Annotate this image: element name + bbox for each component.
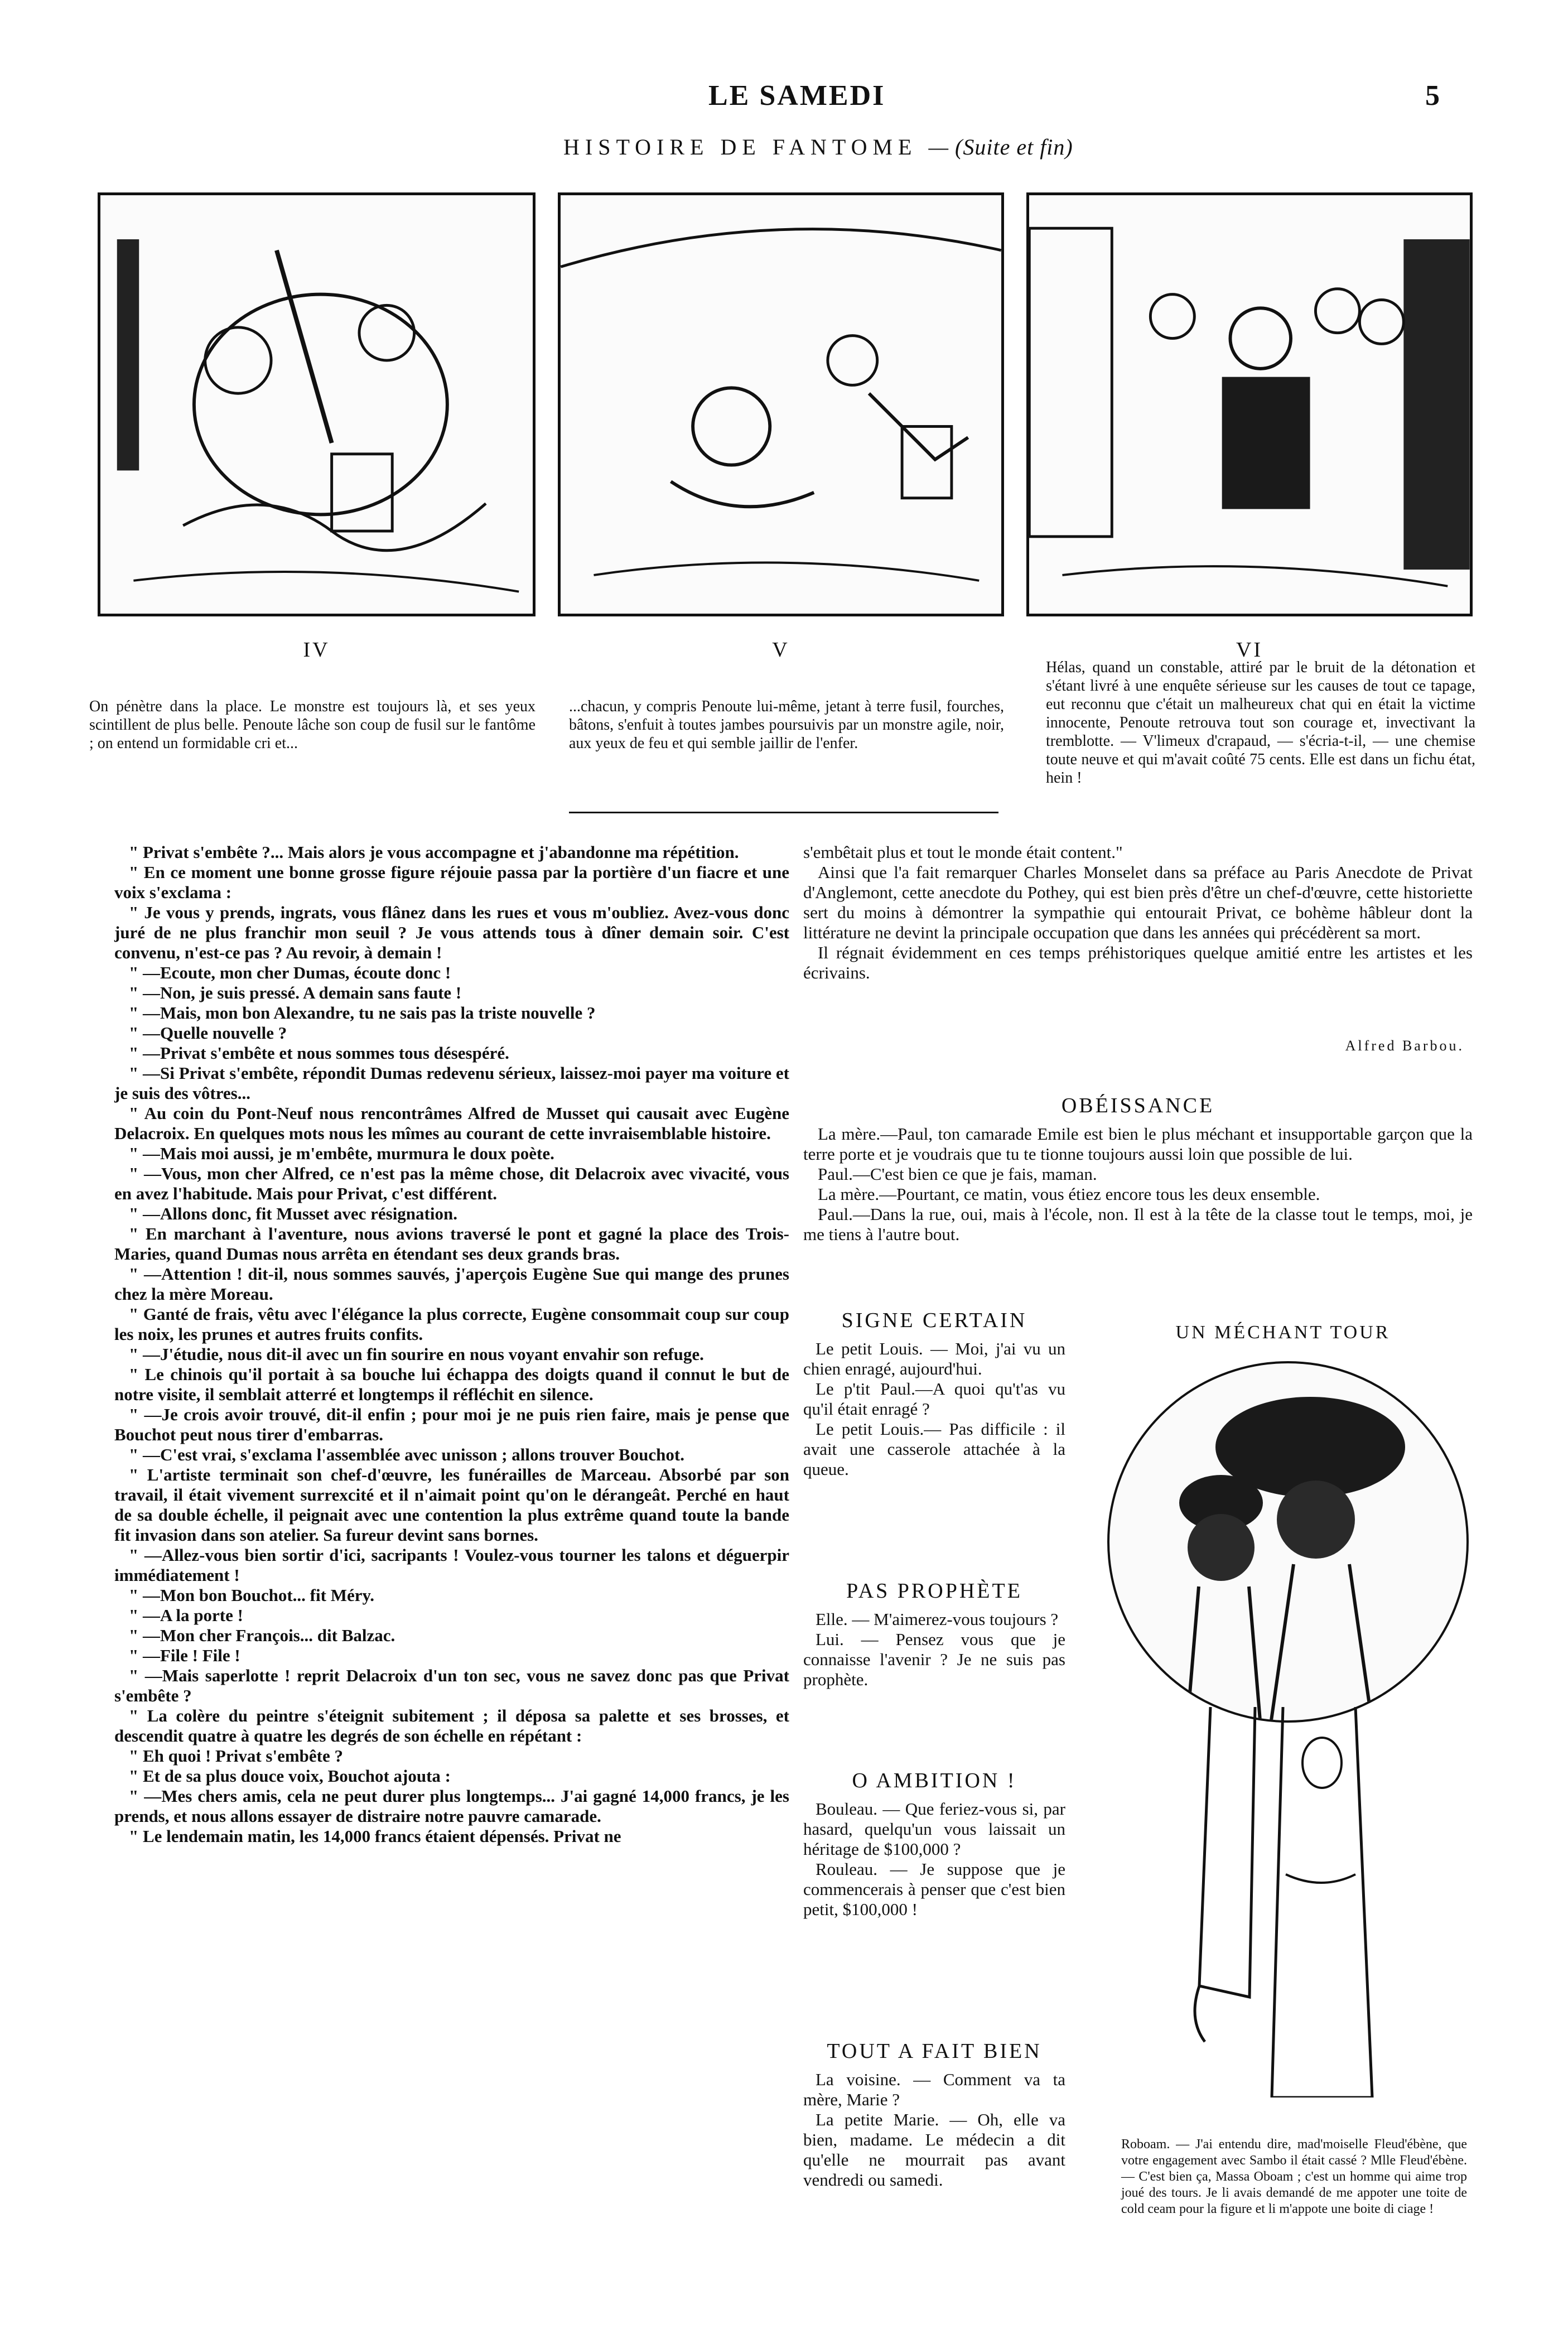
panel-v-caption: ...chacun, y compris Penoute lui-même, jetant à terre fusil, fourches, bâtons, s'enfuit à toutes jambes poursuivis par un monstre agile, noir, aux yeux de feu et qui semble jaillir de l'enfer.: [569, 698, 1004, 752]
article-paragraph: " Privat s'embête ?... Mais alors je vous accompagne et j'abandonne ma répétition.: [129, 842, 739, 862]
dialogue-line: Le petit Louis.— Pas difficile : il avait une casserole attachée à la queue.: [803, 1419, 1065, 1479]
panel-iv-caption: On pénètre dans la place. Le monstre est toujours là, et ses yeux scintillent de plus belle. Penoute lâche son coup de fusil sur le fantôme ; on entend un formidable cri et...: [89, 698, 535, 752]
mechant-tour-illustration-medallion: [1107, 1361, 1469, 1723]
story-title-text: HISTOIRE DE FANTOME: [563, 134, 918, 160]
article-paragraph: " —J'étudie, nous dit-il avec un fin sourire en nous voyant envahir son refuge.: [129, 1344, 704, 1364]
comic-panel-iv: [98, 192, 535, 616]
obeissance-text: [803, 1124, 1473, 1245]
article-paragraph: " Je vous y prends, ingrats, vous flânez dans les rues et vous m'oubliez. Avez-vous donc juré de ne plus franchir mon seuil ? Je vous attends tous à dîner demain soir. C'est convenu, n'est-ce pas ? Au revoir, à demain !: [114, 903, 789, 962]
comic-panel-iv-drawing: [100, 195, 533, 614]
author-signature: Alfred Barbou.: [1345, 1038, 1464, 1054]
joke-text-tout-a-fait-bien: [803, 2070, 1065, 2190]
article-paragraph: " —Allons donc, fit Musset avec résignation.: [129, 1204, 457, 1223]
joke-text-o-ambition: [803, 1799, 1065, 1920]
article-paragraph: " —Ecoute, mon cher Dumas, écoute donc !: [129, 963, 451, 982]
joke-title-o-ambition: O AMBITION !: [852, 1769, 1017, 1792]
article-continuation: s'embêtait plus et tout le monde était content.": [803, 842, 1123, 862]
article-paragraph: " Eh quoi ! Privat s'embête ?: [129, 1746, 344, 1766]
article-paragraph: " —A la porte !: [129, 1605, 243, 1625]
page-number: 5: [1425, 80, 1440, 112]
joke-title-tout-a-fait-bien: TOUT A FAIT BIEN: [827, 2039, 1042, 2063]
article-paragraph: " —Je crois avoir trouvé, dit-il enfin ; pour moi je ne puis rien faire, mais je pense que Bouchot peut nous tirer d'embarras.: [114, 1405, 789, 1444]
dialogue-line: Paul.—C'est bien ce que je fais, maman.: [818, 1164, 1097, 1184]
dialogue-line: Bouleau. — Que feriez-vous si, par hasard, quelqu'un vous laissait un héritage de $100,000 ?: [803, 1799, 1065, 1859]
article-paragraph: " La colère du peintre s'éteignit subitement ; il déposa sa palette et ses brosses, et descendit quatre à quatre les degrés de son échelle en répétant :: [114, 1706, 789, 1745]
article-paragraph: " Le lendemain matin, les 14,000 francs étaient dépensés. Privat ne: [129, 1826, 621, 1846]
dialogue-line: Le p'tit Paul.—A quoi qu't'as vu qu'il était enragé ?: [803, 1379, 1065, 1419]
dialogue-line: Lui. — Pensez vous que je connaisse l'avenir ? Je ne suis pas prophète.: [803, 1629, 1065, 1689]
article-paragraph: " —Quelle nouvelle ?: [129, 1023, 287, 1043]
mechant-tour-title: UN MÉCHANT TOUR: [1175, 1322, 1391, 1343]
newspaper-title: LE SAMEDI: [708, 80, 886, 112]
story-title: [563, 134, 1073, 160]
article-paragraph: " —Mais moi aussi, je m'embête, murmura le doux poète.: [129, 1144, 554, 1163]
joke-title-signe-certain: SIGNE CERTAIN: [841, 1309, 1027, 1332]
article-paragraph: " —Mes chers amis, cela ne peut durer plus longtemps... J'ai gagné 14,000 francs, je les prends, et nous allons essayer de distraire notre pauvre camarade.: [114, 1786, 789, 1826]
dialogue-line: Le petit Louis. — Moi, j'ai vu un chien enragé, aujourd'hui.: [803, 1339, 1065, 1378]
article-paragraph: " —Mon cher François... dit Balzac.: [129, 1626, 395, 1645]
dialogue-line: Elle. — M'aimerez-vous toujours ?: [816, 1609, 1059, 1629]
dialogue-line: Rouleau. — Je suppose que je commencerais à penser que c'est bien petit, $100,000 !: [803, 1859, 1065, 1919]
article-paragraph: " En marchant à l'aventure, nous avions traversé le pont et gagné la place des Trois-Maries, quand Dumas nous arrêta en étendant ses deux grands bras.: [114, 1224, 789, 1264]
article-paragraph: " Ganté de frais, vêtu avec l'élégance la plus correcte, Eugène consommait coup sur coup les noix, les prunes et autres fruits confits.: [114, 1304, 789, 1344]
dialogue-line: La voisine. — Comment va ta mère, Marie ?: [803, 2070, 1065, 2109]
mechant-tour-caption: Roboam. — J'ai entendu dire, mad'moiselle Fleud'ébène, que votre engagement avec Sambo il était cassé ? Mlle Fleud'ébène. — C'est bien ça, Massa Oboam ; c'est un homme qui aime trop joué des tours. Je li avais demandé de me appoter une toite de cold ceam pour la figure et li m'appote une boite di ciage !: [1121, 2137, 1467, 2216]
article-paragraph: " —Allez-vous bien sortir d'ici, sacripants ! Voulez-vous tourner les talons et déguerpir immédiatement !: [114, 1545, 789, 1585]
comic-panel-v: [558, 192, 1004, 616]
article-paragraph: " Le chinois qu'il portait à sa bouche lui échappa des doigts quand il connut le but de notre visite, il semblait atterré et longtemps il réfléchit en silence.: [114, 1364, 789, 1404]
article-paragraph: " En ce moment une bonne grosse figure réjouie passa par la portière d'un fiacre et une voix s'exclama :: [114, 862, 789, 902]
joke-text-signe-certain: [803, 1339, 1065, 1479]
article-paragraph: " —Mon bon Bouchot... fit Méry.: [129, 1585, 375, 1605]
panel-iv-numeral: IV: [303, 638, 330, 662]
story-subtitle: — (Suite et fin): [928, 134, 1073, 160]
panel-v-numeral: V: [772, 638, 790, 662]
panel-vi-numeral: VI: [1236, 638, 1263, 662]
article-paragraph: " —Mais, mon bon Alexandre, tu ne sais pas la triste nouvelle ?: [129, 1003, 596, 1023]
article-paragraph: " L'artiste terminait son chef-d'œuvre, les funérailles de Marceau. Absorbé par son travail, il était vivement surrexcité et il n'aimait point qu'on le dérangeât. Perché en haut de sa double échelle, il peignait avec une contention la plus extrême quand toute la bande fit invasion dans son atelier. Sa fureur devint sans bornes.: [114, 1465, 789, 1545]
mechant-tour-figures: [1188, 1707, 1378, 2097]
article-paragraph: " —Si Privat s'embête, répondit Dumas redevenu sérieux, laissez-moi payer ma voiture et je suis des vôtres...: [114, 1063, 789, 1103]
dialogue-line: Paul.—Dans la rue, oui, mais à l'école, non. Il est à la tête de la classe tout le temps, moi, je me tiens à l'autre bout.: [803, 1204, 1473, 1244]
joke-text-pas-prophete: [803, 1609, 1065, 1690]
article-paragraph: Ainsi que l'a fait remarquer Charles Monselet dans sa préface au Paris Anecdote de Privat d'Anglemont, cette anecdote du Pothey, qui est bien près d'être un chef-d'œuvre, cette historiette sert du moins à démontrer la sympathie qui entourait Privat, ce bohème hâbleur dont la littérature ne devint la principale occupation que dans les années qui précédèrent sa mort.: [803, 862, 1473, 942]
article-paragraph: " —Mais saperlotte ! reprit Delacroix d'un ton sec, vous ne savez donc pas que Privat s'embête ?: [114, 1666, 789, 1705]
article-paragraph: " —Privat s'embête et nous sommes tous désespéré.: [129, 1043, 509, 1063]
panel-vi-caption: Hélas, quand un constable, attiré par le bruit de la détonation et s'étant livré à une enquête sérieuse sur les causes de tout ce tapage, eut reconnu que c'était un malheureux chat qui en était la victime innocente, Penoute retrouva tout son courage et, invectivant la tremblotte. — V'limeux d'crapaud, — s'écria-t-il, — une chemise toute neuve et qui m'avait coûté 75 cents. Elle est dans un fichu état, hein !: [1046, 659, 1475, 787]
joke-title-pas-prophete: PAS PROPHÈTE: [846, 1579, 1022, 1603]
article-continuation-column: [803, 842, 1473, 983]
article-paragraph: " Et de sa plus douce voix, Bouchot ajouta :: [129, 1766, 451, 1786]
article-paragraph: Il régnait évidemment en ces temps préhistoriques quelque amitié entre les artistes et les écrivains.: [803, 943, 1473, 982]
mechant-tour-medallion-drawing: [1109, 1363, 1466, 1720]
article-paragraph: " —Non, je suis pressé. A demain sans faute !: [129, 983, 462, 1002]
main-article-column: [114, 842, 789, 1846]
article-paragraph: " Au coin du Pont-Neuf nous rencontrâmes Alfred de Musset qui causait avec Eugène Delacroix. En quelques mots nous les mîmes au courant de cette invraisemblable histoire.: [114, 1103, 789, 1143]
article-paragraph: " —File ! File !: [129, 1646, 240, 1665]
comic-panel-vi: [1026, 192, 1473, 616]
dialogue-line: La mère.—Pourtant, ce matin, vous étiez encore tous les deux ensemble.: [818, 1184, 1320, 1204]
mechant-tour-figures-drawing: [1188, 1707, 1378, 2097]
article-paragraph: " —Attention ! dit-il, nous sommes sauvés, j'aperçois Eugène Sue qui mange des prunes chez la mère Moreau.: [114, 1264, 789, 1304]
comic-panel-v-drawing: [561, 195, 1001, 614]
article-paragraph: " —C'est vrai, s'exclama l'assemblée avec unisson ; allons trouver Bouchot.: [129, 1445, 684, 1464]
dialogue-line: La petite Marie. — Oh, elle va bien, madame. Le médecin a dit qu'elle ne mourrait pas avant vendredi ou samedi.: [803, 2110, 1065, 2190]
obeissance-title: OBÉISSANCE: [1061, 1094, 1215, 1117]
comic-panel-vi-drawing: [1029, 195, 1470, 614]
dialogue-line: La mère.—Paul, ton camarade Emile est bien le plus méchant et insupportable garçon que la terre porte et je voudrais que tu te tionne toujours aussi loin que possible de lui.: [803, 1124, 1473, 1164]
caption-divider-rule: [569, 812, 998, 813]
article-paragraph: " —Vous, mon cher Alfred, ce n'est pas la même chose, dit Delacroix avec vivacité, vous en avez l'habitude. Mais pour Privat, c'est différent.: [114, 1164, 789, 1203]
